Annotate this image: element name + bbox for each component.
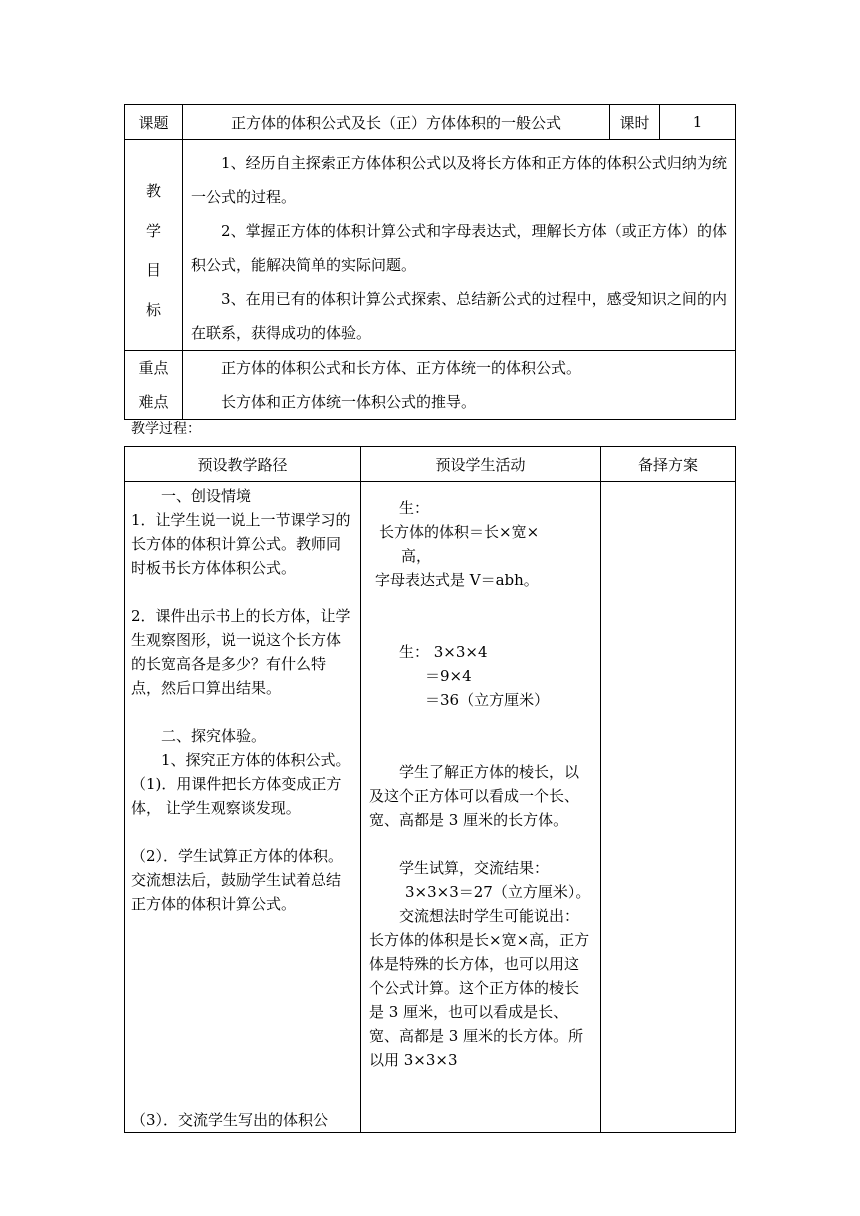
objectives-cell bbox=[183, 140, 736, 351]
objective-item: 3、在用已有的体积计算公式探索、总结新公式的过程中，感受知识之间的内在联系，获得成功的体验。 bbox=[191, 290, 727, 342]
key-value: 正方体的体积公式和长方体、正方体统一的体积公式。 bbox=[221, 359, 582, 377]
header-teacher-path: 预设教学路径 bbox=[125, 447, 361, 482]
key-difficulty-cell bbox=[183, 351, 736, 420]
header-alternative: 备择方案 bbox=[601, 447, 736, 482]
teacher-step: 2．课件出示书上的长方体，让学生观察图形，说一说这个长方体的长宽高各是多少？有什么特点，然后口算出结果。 bbox=[131, 607, 351, 697]
difficulty-value: 长方体和正方体统一体积公式的推导。 bbox=[221, 393, 477, 411]
objectives-label-char: 标 bbox=[145, 300, 161, 319]
student-text: ＝9×4 bbox=[425, 667, 472, 685]
teacher-step: （3）．交流学生写出的体积公 bbox=[131, 1111, 329, 1129]
objectives-label-char: 教 bbox=[145, 182, 161, 200]
student-text: ＝36（立方厘米） bbox=[425, 691, 550, 709]
student-text: 生： bbox=[399, 499, 430, 517]
teacher-path-cell bbox=[125, 482, 361, 1133]
topic-value: 正方体的体积公式及长（正）方体体积的一般公式 bbox=[183, 105, 610, 140]
student-text: 长方体的体积＝长×宽× bbox=[379, 523, 540, 541]
student-text: 学生试算，交流结果： bbox=[399, 859, 550, 877]
student-text: 3×3×3＝27（立方厘米）。 bbox=[405, 883, 591, 901]
alternative-cell bbox=[601, 482, 736, 1133]
student-text: 交流想法时学生可能说出：长方体的体积是长×宽×高，正方体是特殊的长方体，也可以用这个公式计算。这个正方体的棱长是 3 厘米，也可以看成是长、宽、高都是 3 厘米的长方体。所以用 3×3×3 bbox=[369, 907, 590, 1069]
teacher-step: （1)．用课件把长方体变成正方体， 让学生观察谈发现。 bbox=[131, 775, 342, 817]
teacher-step: 1．让学生说一说上一节课学习的长方体的体积计算公式。教师同时板书长方体体积公式。 bbox=[131, 511, 351, 577]
student-text: 学生了解正方体的棱长，以及这个正方体可以看成一个长、宽、高都是 3 厘米的长方体。 bbox=[369, 763, 580, 829]
student-text: 生： 3×3×4 bbox=[399, 643, 488, 661]
section-title: 一、创设情境 bbox=[161, 487, 252, 505]
period-value: 1 bbox=[660, 105, 736, 140]
objective-item: 1、经历自主探索正方体体积公式以及将长方体和正方体的体积公式归纳为统一公式的过程。 bbox=[191, 154, 727, 206]
objectives-label-cell bbox=[125, 140, 183, 351]
lesson-info-table bbox=[124, 104, 736, 420]
student-activity-cell bbox=[361, 482, 601, 1133]
topic-label: 课题 bbox=[125, 105, 183, 140]
objective-item: 2、掌握正方体的体积计算公式和字母表达式，理解长方体（或正方体）的体积公式，能解决简单的实际问题。 bbox=[191, 222, 727, 274]
section-title: 二、探究体验。 bbox=[161, 727, 267, 745]
key-label: 重点 bbox=[138, 359, 169, 377]
student-text: 高， bbox=[401, 547, 432, 565]
header-student-activity: 预设学生活动 bbox=[361, 447, 601, 482]
process-table bbox=[124, 446, 736, 1133]
key-difficulty-label-cell bbox=[125, 351, 183, 420]
objectives-label-char: 目 bbox=[145, 261, 161, 280]
objectives-label-char: 学 bbox=[145, 221, 161, 240]
teacher-substep: 1、探究正方体的体积公式。 bbox=[161, 751, 351, 769]
teacher-step: （2）．学生试算正方体的体积。交流想法后，鼓励学生试着总结正方体的体积计算公式。 bbox=[131, 847, 344, 913]
process-title: 教学过程： bbox=[131, 421, 201, 437]
difficulty-label: 难点 bbox=[138, 393, 169, 411]
period-label: 课时 bbox=[610, 105, 660, 140]
student-text: 字母表达式是 V＝abh。 bbox=[375, 571, 539, 589]
